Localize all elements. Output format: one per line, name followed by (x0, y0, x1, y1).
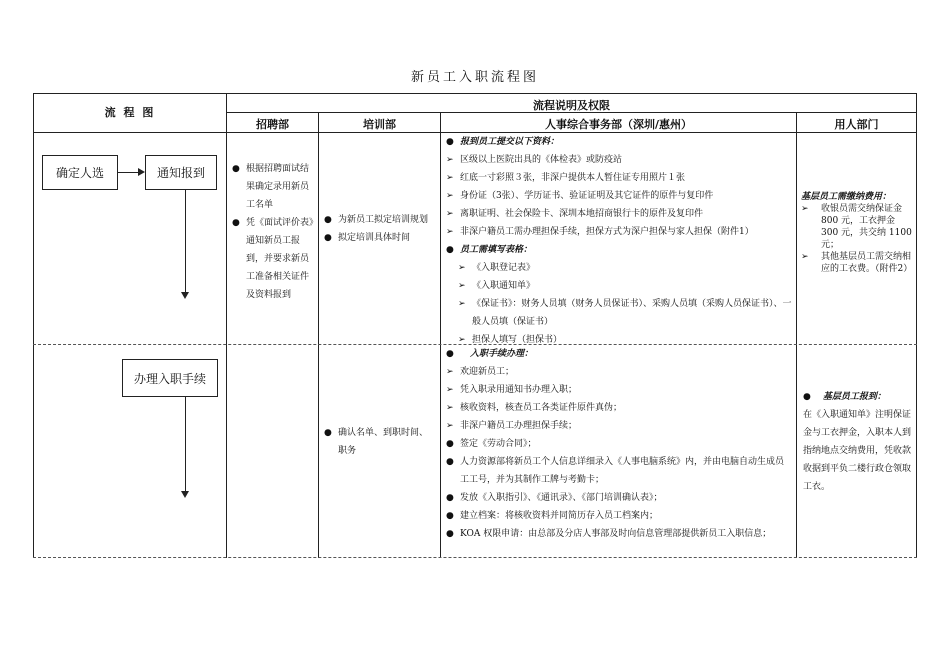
arrow-bullet-icon: ➢ (446, 367, 454, 377)
col-divider-4 (796, 112, 797, 558)
list-item: ➢ 离职证明、社会保险卡、深圳本地招商银行卡的原件及复印件 (446, 205, 792, 223)
header-recruit: 招聘部 (256, 118, 289, 131)
header-training: 培训部 (363, 118, 396, 131)
list-item: ● 根据招聘面试结果确定录用新员工名单 (232, 160, 314, 214)
bullet-icon: ● (324, 428, 332, 438)
training-cell (324, 211, 436, 247)
arrow-bullet-icon: ➢ (446, 155, 454, 165)
flow-box-notify-report: 通知报到 (145, 155, 217, 190)
arrow-down-icon (181, 491, 189, 498)
list-heading: ● 报到员工提交以下资料： (446, 133, 792, 151)
list-item: ➢ 《保证书》：财务人员填（财务人员保证书）、采购人员填（采购人员保证书）、一般人员填（保证书） (446, 295, 792, 331)
dept-cell-2 (803, 388, 911, 496)
flow-connector (117, 172, 139, 173)
arrow-down-icon (181, 292, 189, 299)
flow-line-2 (185, 396, 186, 492)
list-item: ➢ 凭入职录用通知书办理入职； (446, 381, 792, 399)
col-divider-1 (226, 93, 227, 558)
arrow-bullet-icon: ➢ (446, 403, 454, 413)
arrow-bullet-icon: ➢ (446, 385, 454, 395)
list-item: ➢ 区级以上医院出具的《体检表》或防疫站 (446, 151, 792, 169)
list-item: ● 拟定培训具体时间 (324, 229, 436, 247)
list-item: ➢ 担保人填写（担保书） (446, 331, 792, 349)
flow-line-1 (185, 189, 186, 293)
header-description: 流程说明及权限 (533, 99, 610, 112)
table-border-right (916, 93, 917, 558)
bullet-icon: ● (446, 349, 454, 359)
list-heading: ● 员工需填写表格： (446, 241, 792, 259)
dept-cell (801, 191, 913, 275)
arrow-bullet-icon: ➢ (458, 299, 466, 309)
training-cell-2 (324, 424, 436, 460)
list-item: ● KOA 权限申请：由总部及分店人事部及时向信息管理部提供新员工入职信息； (446, 525, 792, 543)
table-border-left (33, 93, 34, 558)
table-border-bottom (33, 557, 917, 558)
arrow-bullet-icon: ➢ (446, 191, 454, 201)
bullet-icon: ● (324, 233, 332, 243)
list-item: ➢ 非深户籍员工办理担保手续； (446, 417, 792, 435)
arrow-bullet-icon: ➢ (446, 173, 454, 183)
list-item: ● 为新员工拟定培训规划 (324, 211, 436, 229)
list-item: ● 建立档案：将核收资料并同简历存入员工档案内； (446, 507, 792, 525)
bullet-icon: ● (446, 137, 454, 147)
bullet-icon: ● (446, 457, 454, 467)
list-heading: ● 入职手续办理： (446, 345, 792, 363)
dept-heading: ● 基层员工报到： (803, 392, 886, 402)
arrow-bullet-icon: ➢ (458, 335, 466, 345)
arrow-bullet-icon: ➢ (446, 209, 454, 219)
dept-text: 在《入职通知单》注明保证金与工衣押金，入职本人到指纳地点交纳费用，凭收款收据到平负二楼行政仓领取工衣。 (803, 410, 912, 492)
bullet-icon: ● (446, 511, 454, 521)
list-item: ➢ 红底一寸彩照３张，非深户提供本人暂住证专用照片１张 (446, 169, 792, 187)
arrow-bullet-icon: ➢ (458, 263, 466, 273)
arrow-bullet-icon: ➢ (458, 281, 466, 291)
col-divider-2 (318, 112, 319, 558)
list-item: ● 签定《劳动合同》； (446, 435, 792, 453)
list-item: ➢ 核收资料，核查员工各类证件原件真伪； (446, 399, 792, 417)
bullet-icon: ● (446, 529, 454, 539)
recruit-cell (232, 160, 314, 304)
list-item: ➢ 其他基层员工需交纳相应的工衣费。（附件2） (801, 252, 913, 274)
list-item: ➢ 身份证（3张）、学历证书、验证证明及其它证件的原件与复印件 (446, 187, 792, 205)
header-dept: 用人部门 (834, 118, 879, 131)
arrow-bullet-icon: ➢ (801, 252, 809, 262)
arrow-bullet-icon: ➢ (446, 227, 454, 237)
arrow-right-icon (138, 168, 145, 176)
flow-box-confirm-candidate: 确定人选 (42, 155, 118, 190)
bullet-icon: ● (446, 439, 454, 449)
table-border-top (33, 93, 917, 94)
hr-cell-2 (446, 345, 792, 543)
list-item: ● 人力资源部将新员工个人信息详细录入《人事电脑系统》内，并由电脑自动生成员工工号，并为其制作工牌与考勤卡； (446, 453, 792, 489)
list-item: ➢ 收银员需交纳保证金 800 元，工衣押金 300 元，共交纳 1100 元； (801, 204, 912, 250)
list-item: ● 确认名单、到职时间、职务 (324, 424, 436, 460)
flow-box-onboarding: 办理入职手续 (122, 359, 218, 397)
bullet-icon: ● (232, 218, 240, 228)
dept-heading: 基层员工需缴纳费用： (801, 192, 892, 202)
bullet-icon: ● (446, 245, 454, 255)
list-item: ➢ 《入职登记表》 (446, 259, 792, 277)
list-item: ➢ 欢迎新员工； (446, 363, 792, 381)
page-title: 新员工入职流程图 (410, 70, 539, 85)
bullet-icon: ● (324, 215, 332, 225)
col-divider-3 (440, 112, 441, 558)
arrow-bullet-icon: ➢ (446, 421, 454, 431)
list-item: ● 发放《入职指引》、《通讯录》、《部门培训确认表》； (446, 489, 792, 507)
bullet-icon: ● (232, 164, 240, 174)
list-item: ➢ 《入职通知单》 (446, 277, 792, 295)
list-item: ➢ 非深户籍员工需办理担保手续，担保方式为深户担保与家人担保（附件1） (446, 223, 792, 241)
hr-cell (446, 133, 792, 349)
header-flow-chart: 流 程 图 (104, 106, 156, 119)
header-hr: 人事综合事务部（深圳/惠州） (544, 118, 693, 131)
arrow-bullet-icon: ➢ (801, 204, 809, 214)
bullet-icon: ● (446, 493, 454, 503)
list-item: ● 凭《面试评价表》通知新员工报到，并要求新员工准备相关证件及资料报到 (232, 214, 314, 304)
bullet-icon: ● (803, 392, 811, 402)
